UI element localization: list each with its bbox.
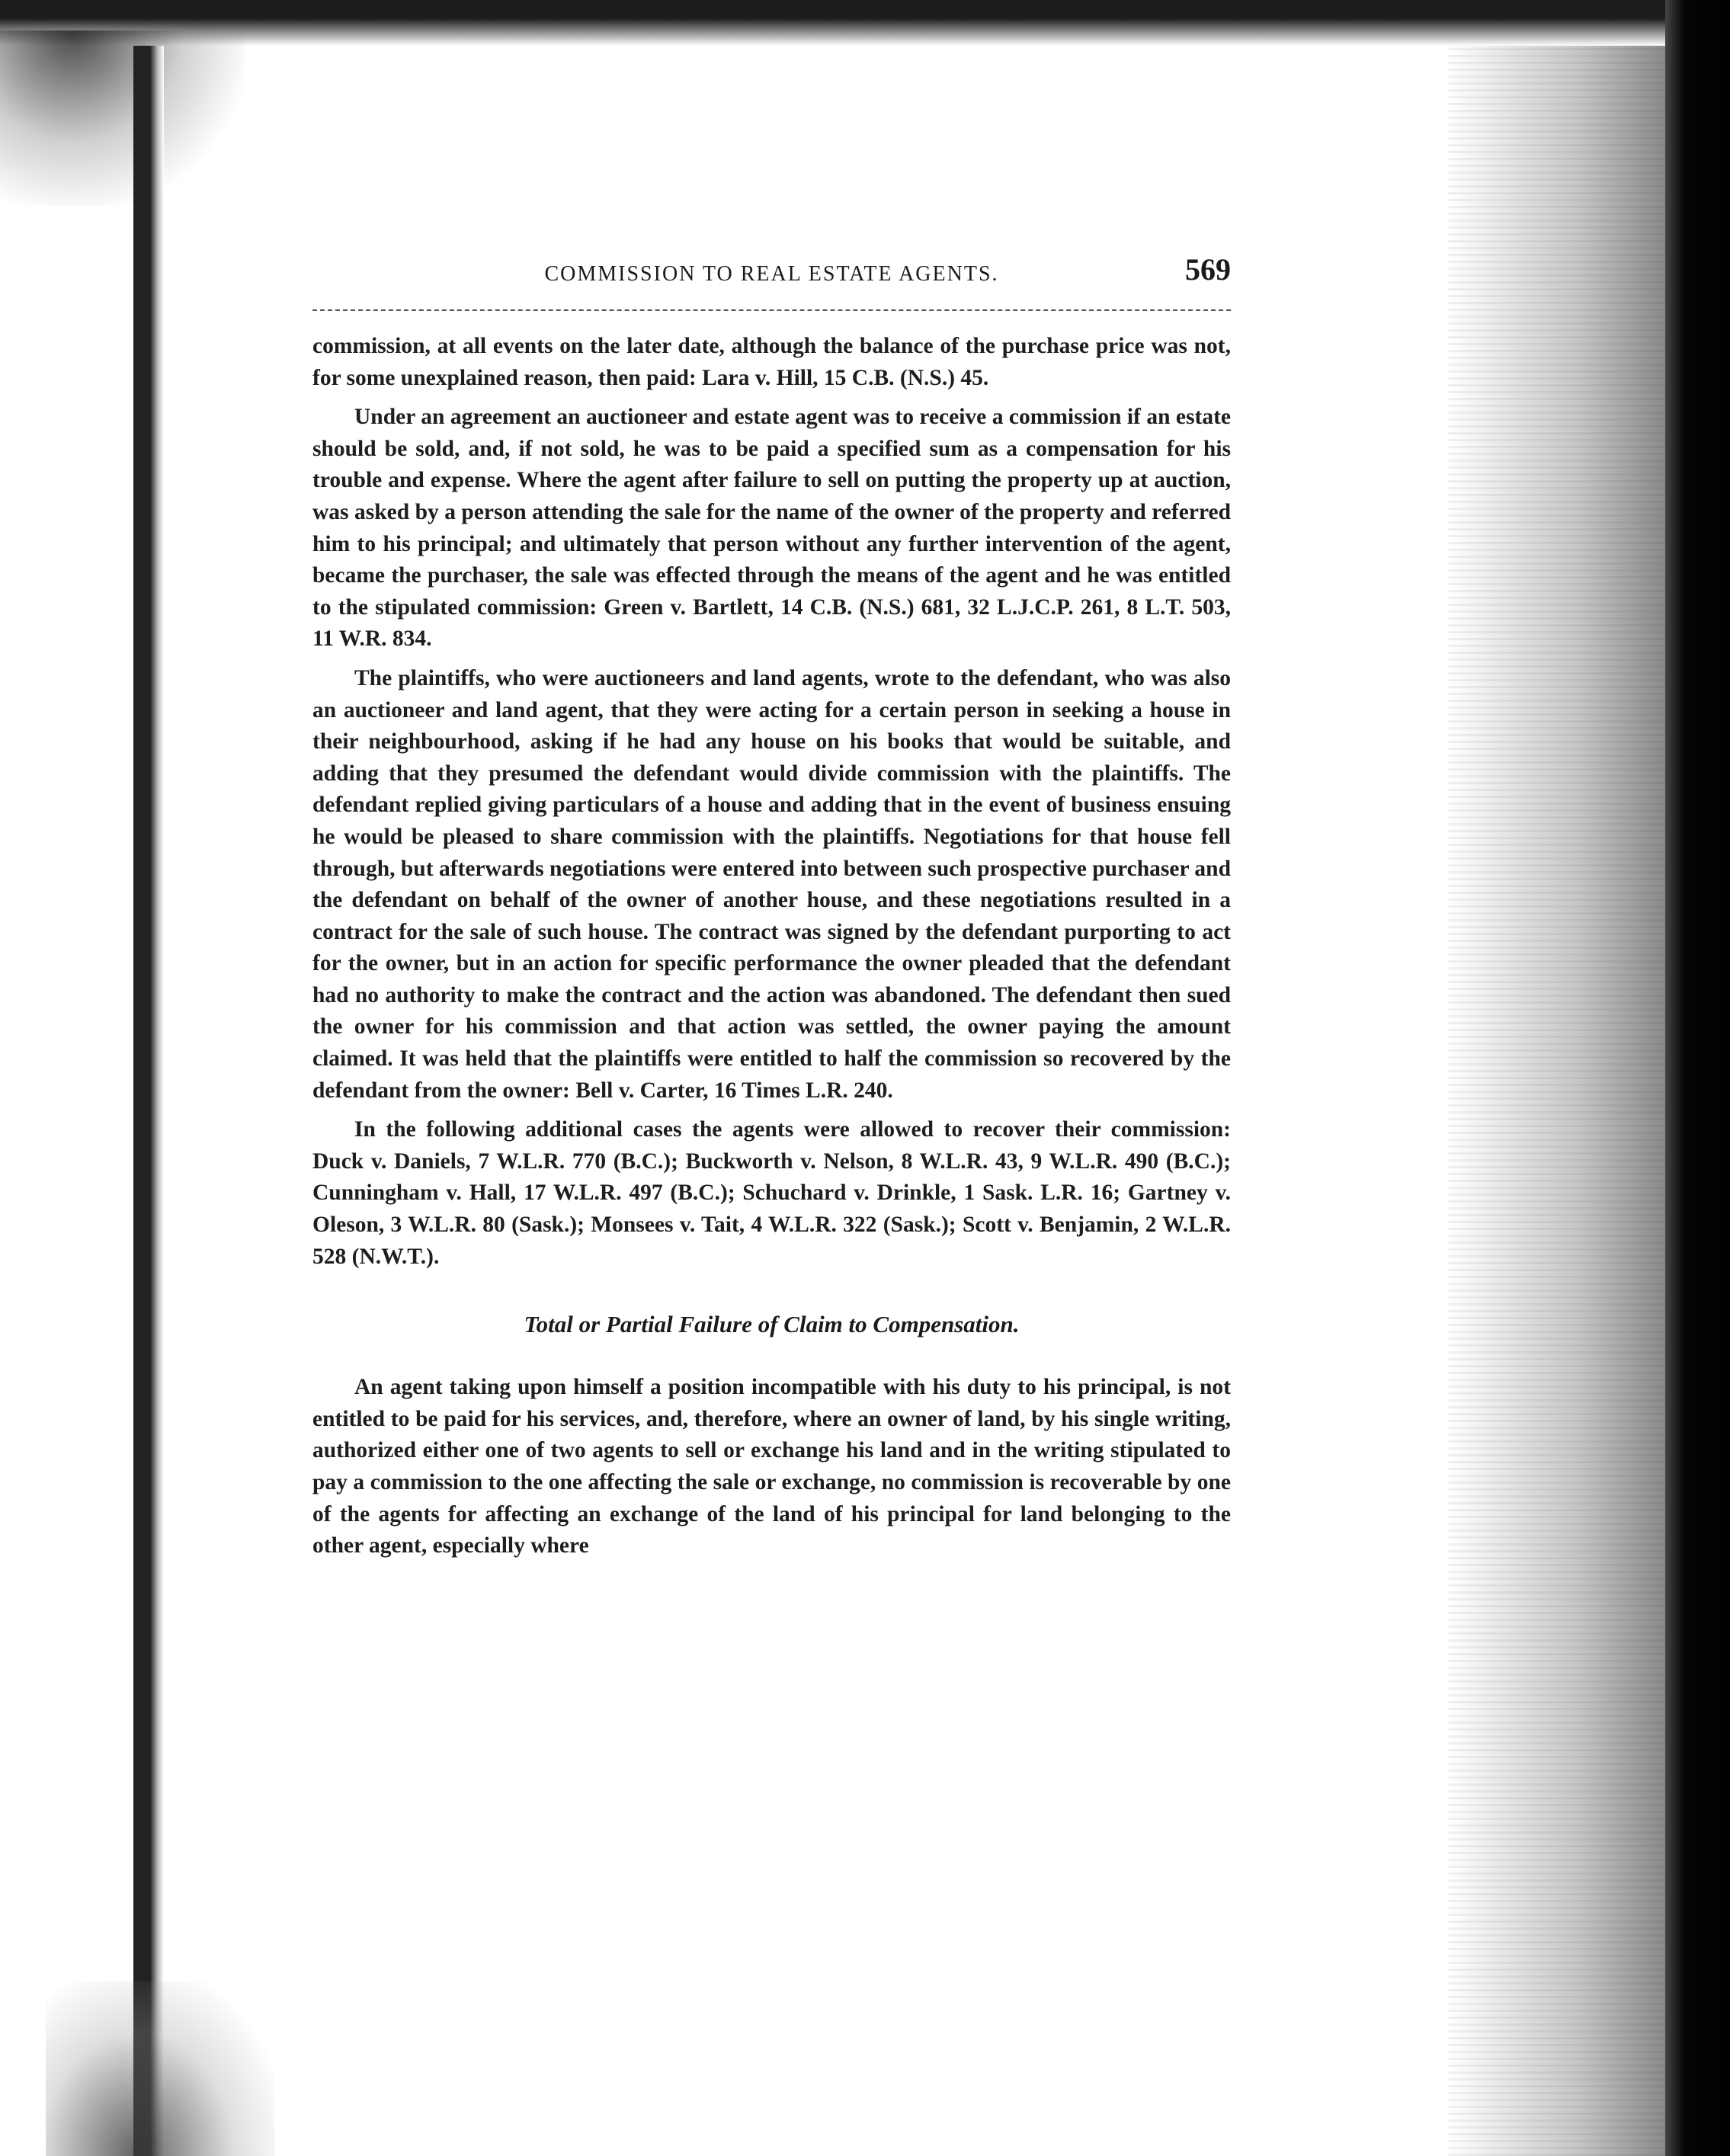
scan-top-border (0, 0, 1730, 46)
paragraph-auctioneer-case: Under an agreement an auctioneer and estate agent was to receive a commission if an estate should be sold, and, if not sold, he was to be paid a specified sum as a compensation for his trouble and expense. Where the agent after failure to sell on putting the property up at auction, was asked by a person attending the sale for the name of the owner of the property and referred him to his principal; and ultimately that person without any further intervention of the agent, became the purchaser, the sale was effected through the means of the agent and he was entitled to the stipulated commission: Green v. Bartlett, 14 C.B. (N.S.) 681, 32 L.J.C.P. 261, 8 L.T. 503, 11 W.R. 834. (312, 405, 1231, 652)
running-title: COMMISSION TO REAL ESTATE AGENTS. (544, 262, 999, 286)
scan-left-edge (133, 46, 164, 2156)
scan-right-edge (1665, 0, 1730, 2156)
paragraph-plaintiffs-case: The plaintiffs, who were auctioneers and land agents, wrote to the defendant, who was also an auctioneer and land agent, that they were acting for a certain person in seeking a house in their neighbourhood, asking if he had any house on his books that would be suitable, and adding that they presumed the defendant would divide commission with the plaintiffs. The defendant replied giving particulars of a house and adding that in the event of business ensuing he would be pleased to share commission with the plaintiffs. Negotiations for that house fell through, but afterwards negotiations were entered into between such prospective purchaser and the defendant on behalf of the owner of another house, and these negotiations resulted in a contract for the sale of such house. The contract was signed by the defendant purporting to act for the owner, but in an action for specific performance the owner pleaded that the defendant had no authority to make the contract and the action was abandoned. The defendant then sued the owner for his commission and that action was settled, the owner paying the amount claimed. It was held that the plaintiffs were entitled to half the commission so recovered by the defendant from the owner: Bell v. Carter, 16 Times L.R. 240. (312, 665, 1231, 1103)
section-subheading: Total or Partial Failure of Claim to Compensation. (524, 1311, 1020, 1338)
scan-corner-shadow-bottom (46, 1981, 274, 2156)
paragraph-additional-cases: In the following additional cases the agents were allowed to recover their commission: Duck v. Daniels, 7 W.L.R. 770 (B.C.); Buckworth v. Nelson, 8 W.L.R. 43, 9 W.L.R. 490 (B.C.); Cunningham v. Hall, 17 W.L.R. 497 (B.C.); Schuchard v. Drinkle, 1 Sask. L.R. 16; Gartney v. Oleson, 3 W.L.R. 80 (Sask.); Monsees v. Tait, 4 W.L.R. 322 (Sask.); Scott v. Benjamin, 2 W.L.R. 528 (N.W.T.). (312, 1117, 1231, 1269)
page-header (312, 251, 1231, 305)
paragraph-continuation: commission, at all events on the later date, although the balance of the purchase price was not, for some unexplained reason, then paid: Lara v. Hill, 15 C.B. (N.S.) 45. (312, 334, 1231, 390)
paragraph-incompatible-position: An agent taking upon himself a position incompatible with his duty to his principal, is not entitled to be paid for his services, and, therefore, where an owner of land, by his single writing, authorized either one of two agents to sell or exchange his land and in the writing stipulated to pay a commission to the one affecting the sale or exchange, no commission is recoverable by one of the agents for affecting an exchange of the land of his principal for land belonging to the other agent, especially where (312, 1375, 1231, 1559)
header-rule (312, 309, 1231, 311)
scan-corner-shadow-top (0, 30, 244, 206)
book-page (312, 251, 1231, 1562)
scan-right-noise (1448, 46, 1665, 2156)
page-number: 569 (1185, 252, 1231, 287)
